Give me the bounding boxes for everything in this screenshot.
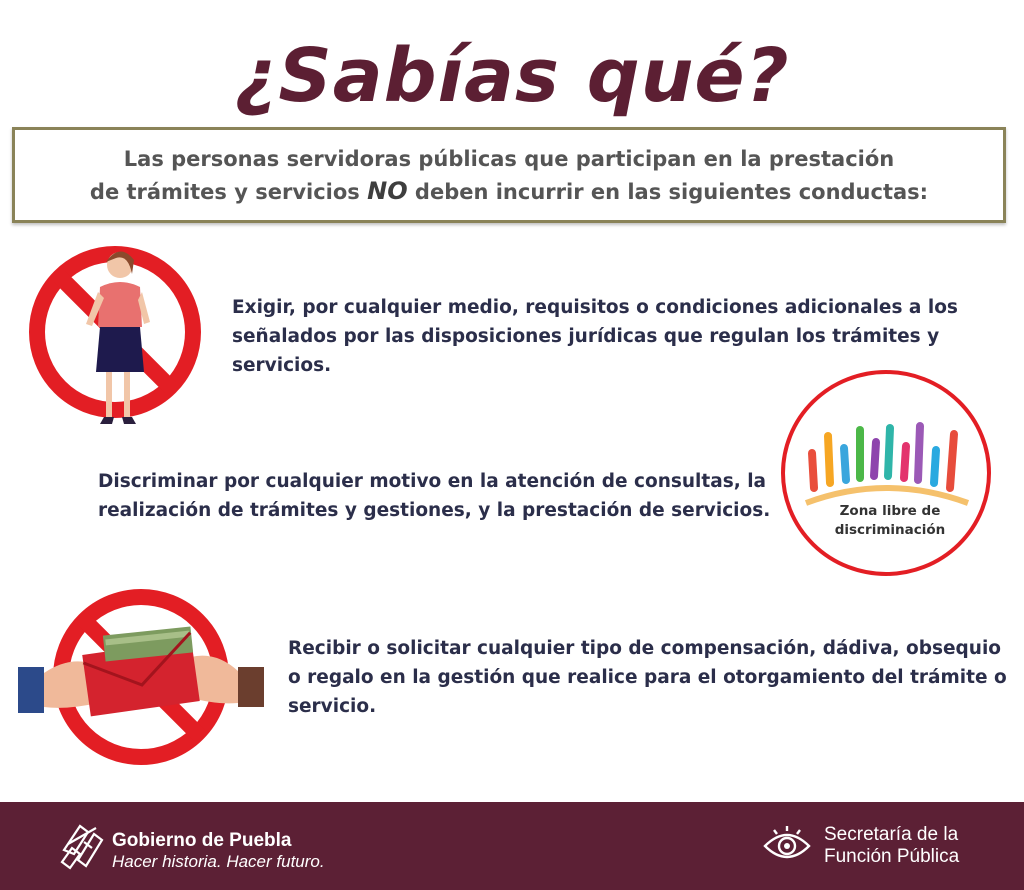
badge-line-1: Zona libre de <box>839 503 941 519</box>
conduct-item-2-line-2: realización de trámites y gestiones, y la prestación de servicios. <box>98 500 771 521</box>
secretariat-name <box>824 824 959 868</box>
intro-line-2-end: deben incurrir en las siguientes conductas: <box>407 179 929 204</box>
conduct-item-3-line-1: Recibir o solicitar cualquier tipo de compensación, dádiva, obsequio <box>288 638 1001 659</box>
conduct-item-3-line-3: servicio. <box>288 696 377 717</box>
conduct-item-1-line-3: servicios. <box>232 355 332 376</box>
puebla-shield-icon <box>58 820 108 872</box>
intro-line-1: Las personas servidoras públicas que participan en la prestación <box>123 146 895 171</box>
prohibited-bribe-icon <box>16 585 266 775</box>
footer-bar <box>0 802 1024 890</box>
government-name: Gobierno de Puebla <box>112 830 292 851</box>
secretariat-line-2: Función Pública <box>824 846 960 867</box>
conduct-item-1-line-2: señalados por las disposiciones jurídicas que regulan los trámites y <box>232 326 940 347</box>
conduct-item-3 <box>288 634 1007 721</box>
intro-no-emphasis: NO <box>367 176 408 205</box>
discrimination-free-badge <box>790 502 990 540</box>
conduct-item-2 <box>98 467 770 525</box>
page-title: ¿Sabías qué? <box>234 33 790 119</box>
conduct-item-1 <box>232 293 958 380</box>
intro-box <box>12 127 1006 223</box>
conduct-item-3-line-2: o regalo en la gestión que realice para el otorgamiento del trámite o <box>288 667 1007 688</box>
intro-line-2 <box>90 175 928 208</box>
intro-line-2-start: de trámites y servicios <box>89 179 368 204</box>
prohibited-woman-icon <box>20 232 220 432</box>
conduct-item-1-line-1: Exigir, por cualquier medio, requisitos o condiciones adicionales a los <box>232 297 958 318</box>
conduct-item-2-line-1: Discriminar por cualquier motivo en la atención de consultas, la <box>98 471 767 492</box>
secretariat-line-1: Secretaría de la <box>824 824 959 845</box>
eye-icon <box>762 824 812 868</box>
government-slogan: Hacer historia. Hacer futuro. <box>112 852 325 871</box>
badge-line-2: discriminación <box>834 522 946 538</box>
raised-hands-icon <box>778 368 998 578</box>
